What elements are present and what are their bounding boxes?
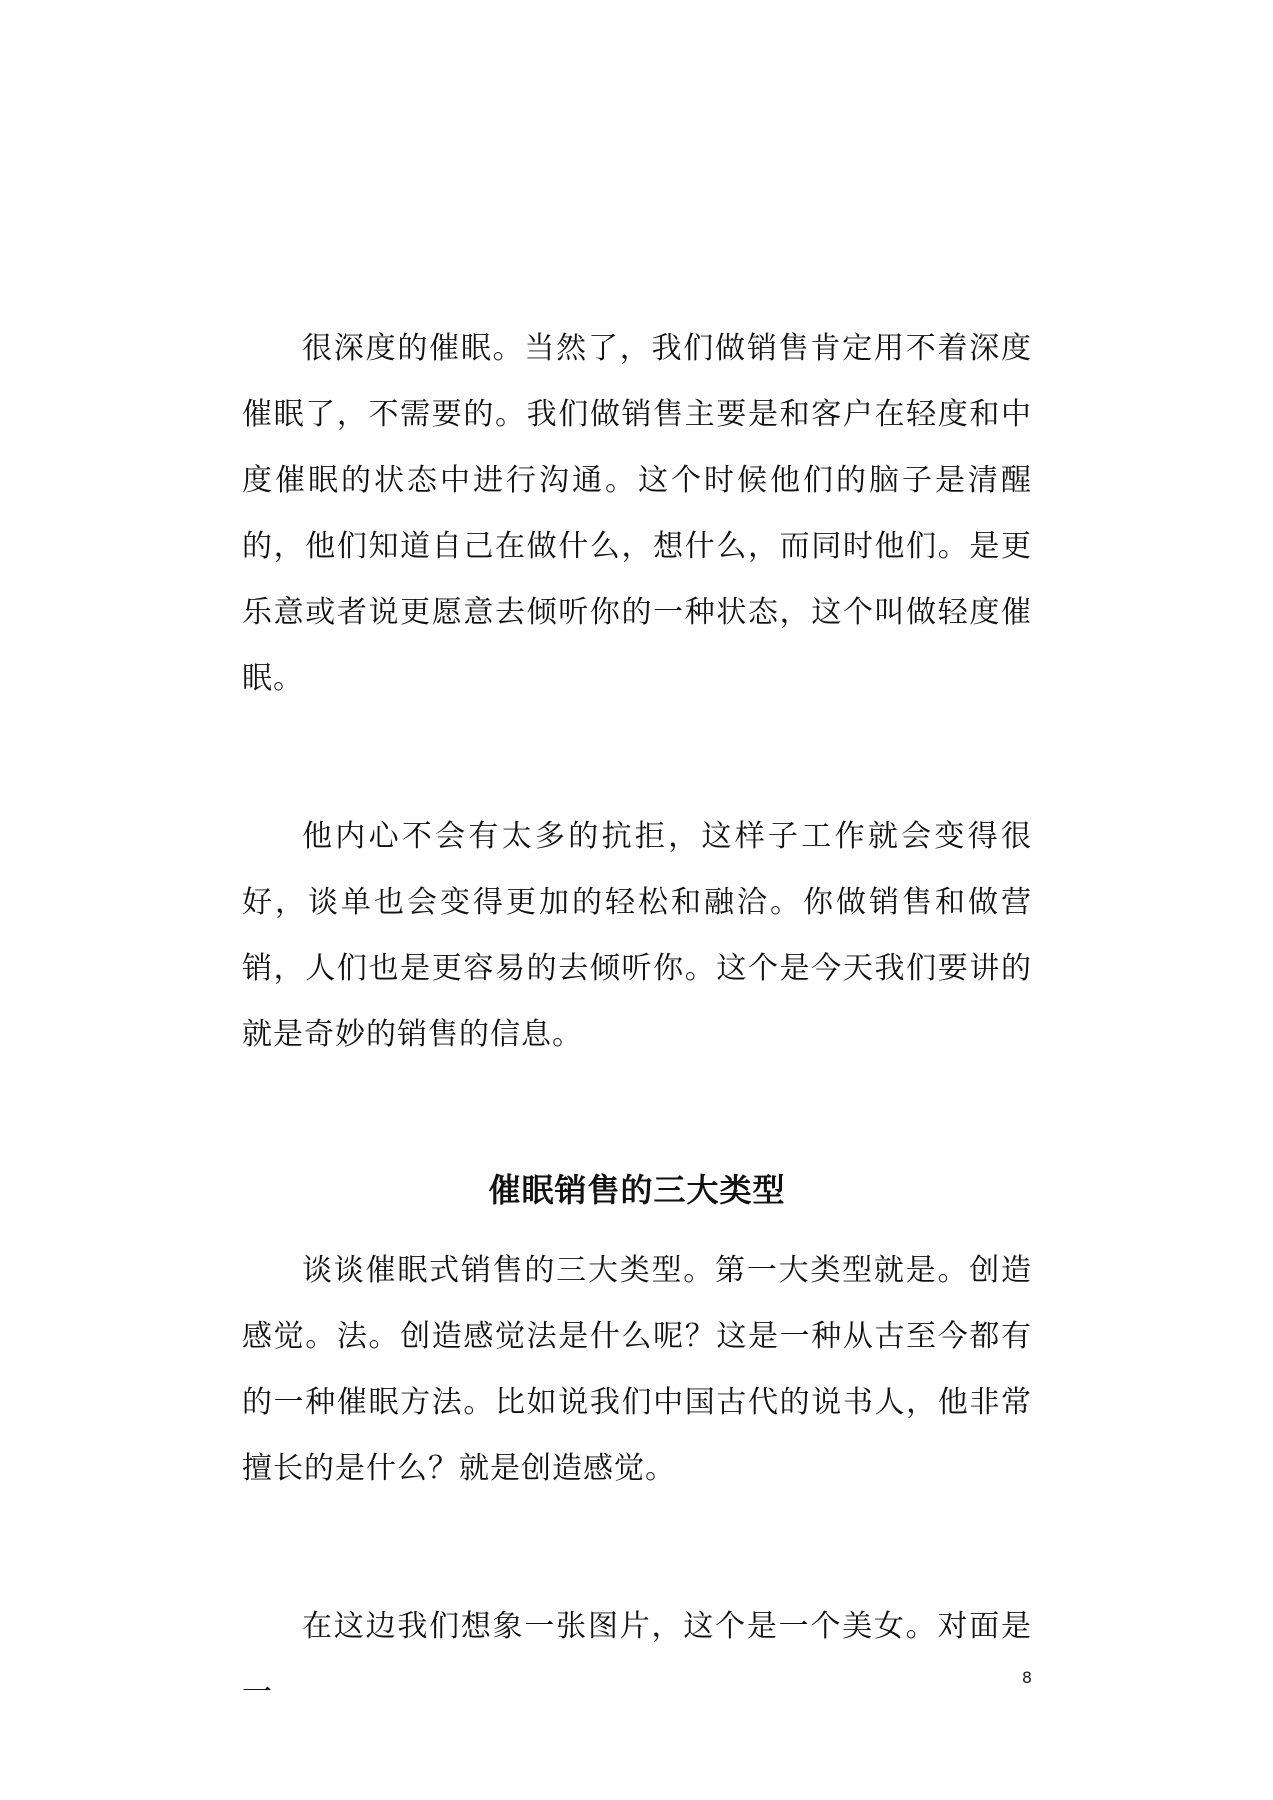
paragraph-spacer	[242, 712, 1032, 804]
section-heading: 催眠销售的三大类型	[488, 1171, 786, 1209]
paragraph-1: 很深度的催眠。当然了，我们做销售肯定用不着深度催眠了，不需要的。我们做销售主要是和客户在轻度和中度催眠的状态中进行沟通。这个时候他们的脑子是清醒的，他们知道自己在做什么，想什么，而同时他们。是更乐意或者说更愿意去倾听你的一种状态，这个叫做轻度催眠。	[242, 331, 1032, 696]
section-spacer	[242, 1068, 1032, 1160]
page-number: 8	[1021, 1668, 1033, 1687]
paragraph-2: 他内心不会有太多的抗拒，这样子工作就会变得很好，谈单也会变得更加的轻松和融洽。你做销售和做营销，人们也是更容易的去倾听你。这个是今天我们要讲的就是奇妙的销售的信息。	[242, 819, 1032, 1052]
heading-spacer	[242, 1220, 1032, 1238]
page-content	[242, 316, 1032, 1726]
paragraph-3: 谈谈催眠式销售的三大类型。第一大类型就是。创造感觉。法。创造感觉法是什么呢？这是一种从古至今都有的一种催眠方法。比如说我们中国古代的说书人，他非常擅长的是什么？就是创造感觉。	[242, 1253, 1032, 1486]
paragraph-4: 在这边我们想象一张图片，这个是一个美女。对面是一	[242, 1609, 1032, 1710]
paragraph-spacer	[242, 1502, 1032, 1594]
